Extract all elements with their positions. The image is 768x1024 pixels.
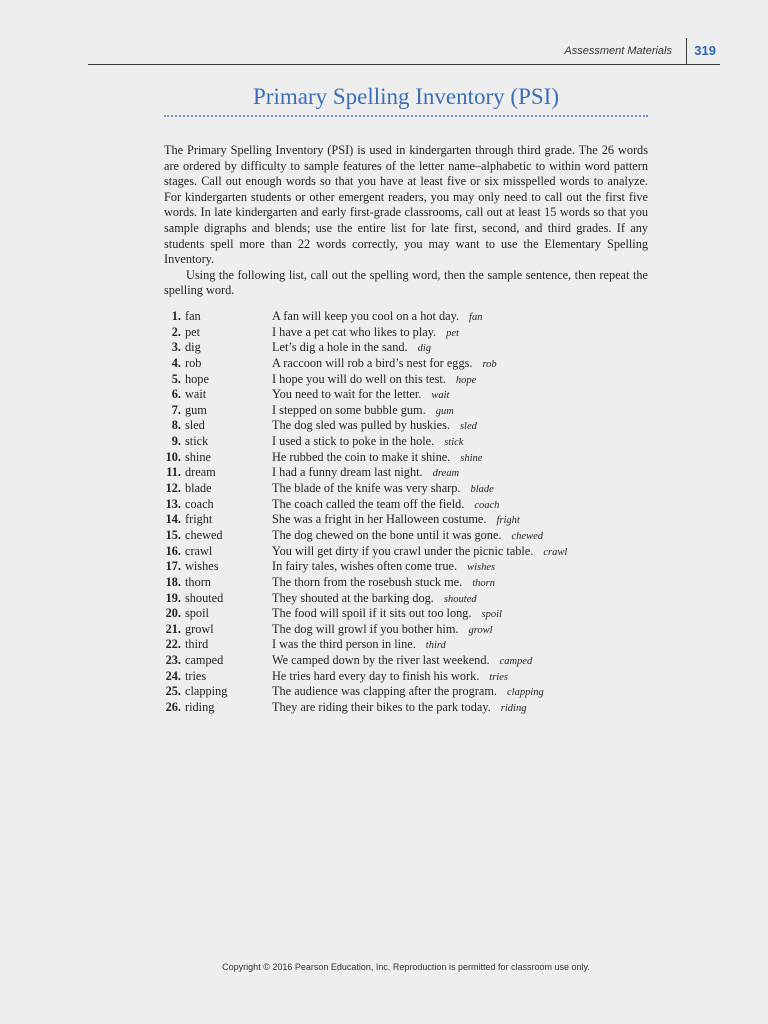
sample-sentence: A raccoon will rob a bird’s nest for eggs. (272, 355, 473, 370)
sample-sentence: You need to wait for the letter. (272, 387, 422, 402)
word-row (164, 309, 648, 325)
word-number: 26. (165, 700, 181, 715)
word-number: 10. (165, 449, 181, 464)
repeat-word: fan (469, 312, 483, 323)
sample-sentence-line (272, 528, 543, 545)
sample-sentence: In fairy tales, wishes often come true. (272, 559, 458, 574)
sample-sentence: The food will spoil if it sits out too long. (272, 606, 472, 621)
spelling-word: hope (185, 371, 209, 386)
repeat-word: growl (468, 624, 493, 636)
spelling-word: fright (185, 512, 213, 527)
sample-sentence-line (272, 669, 508, 686)
spelling-word: dig (185, 340, 201, 355)
spelling-word: wait (185, 387, 207, 402)
word-number: 16. (165, 543, 181, 558)
sample-sentence: I was the third person in line. (272, 637, 416, 652)
spelling-word: spoil (185, 606, 209, 621)
repeat-word: spoil (481, 609, 502, 621)
repeat-word: rob (482, 358, 497, 370)
repeat-word: clapping (507, 687, 544, 699)
sample-sentence-line (272, 591, 477, 608)
word-number: 4. (171, 355, 181, 370)
repeat-word: blade (470, 484, 494, 496)
repeat-word: dream (432, 468, 460, 480)
spelling-word: clapping (185, 684, 228, 699)
sample-sentence-line (272, 356, 497, 373)
sample-sentence-line (272, 575, 495, 592)
repeat-word: crawl (543, 546, 568, 558)
word-row (164, 528, 648, 544)
word-number: 25. (165, 684, 181, 699)
sample-sentence: You will get dirty if you crawl under the picnic table. (272, 543, 534, 558)
spelling-word: shine (185, 449, 211, 464)
spelling-word: crawl (185, 543, 213, 558)
sample-sentence-line (272, 434, 463, 451)
sample-sentence-line (272, 403, 454, 420)
sample-sentence-line (272, 653, 532, 670)
sample-sentence-line (272, 372, 476, 389)
word-number: 2. (171, 324, 181, 339)
spelling-word: chewed (185, 527, 223, 542)
sample-sentence: I hope you will do well on this test. (272, 371, 446, 386)
sample-sentence: A fan will keep you cool on a hot day. (272, 309, 460, 323)
word-number: 24. (165, 668, 181, 683)
word-number: 9. (171, 434, 181, 449)
sample-sentence-line (272, 418, 477, 435)
spelling-word: rob (185, 355, 202, 370)
sample-sentence: I stepped on some bubble gum. (272, 402, 426, 417)
repeat-word: thorn (472, 577, 495, 589)
repeat-word: coach (474, 499, 500, 511)
spelling-word: shouted (185, 590, 224, 605)
spelling-word: coach (185, 496, 214, 511)
sample-sentence: I had a funny dream last night. (272, 465, 423, 480)
sample-sentence: The thorn from the rosebush stuck me. (272, 574, 463, 589)
repeat-word: tries (489, 671, 508, 683)
word-number: 23. (165, 653, 181, 668)
spelling-word: stick (185, 434, 209, 449)
sample-sentence-line (272, 497, 499, 514)
repeat-word: wishes (467, 562, 496, 574)
word-number: 13. (165, 496, 181, 511)
word-row (164, 450, 648, 466)
word-row (164, 372, 648, 388)
repeat-word: shouted (443, 593, 477, 605)
sample-sentence-line (272, 684, 544, 701)
word-row (164, 559, 648, 575)
spelling-word: pet (185, 324, 201, 339)
word-row (164, 606, 648, 622)
word-row (164, 340, 648, 356)
spelling-word: tries (185, 668, 207, 683)
sample-sentence-line (272, 637, 446, 654)
header-divider (686, 38, 687, 64)
sample-sentence-line (272, 309, 482, 326)
word-row (164, 356, 648, 372)
sample-sentence-line (272, 544, 567, 561)
spelling-word: riding (185, 700, 215, 715)
repeat-word: dig (417, 343, 431, 355)
running-head (88, 38, 720, 65)
page-title: Primary Spelling Inventory (PSI) (253, 84, 559, 109)
spelling-word: thorn (185, 574, 211, 589)
word-row (164, 497, 648, 513)
word-row (164, 653, 648, 669)
word-row (164, 481, 648, 497)
spelling-word: growl (185, 621, 214, 636)
spelling-word-list (164, 309, 648, 716)
spelling-word: fan (185, 309, 201, 323)
sample-sentence: They shouted at the barking dog. (272, 590, 434, 605)
repeat-word: hope (455, 374, 477, 386)
spelling-word: dream (185, 465, 216, 480)
word-row (164, 669, 648, 685)
word-row (164, 403, 648, 419)
repeat-word: pet (446, 327, 459, 339)
sample-sentence: The dog sled was pulled by huskies. (272, 418, 450, 433)
sample-sentence-line (272, 559, 495, 576)
sample-sentence-line (272, 700, 526, 717)
sample-sentence: He rubbed the coin to make it shine. (272, 449, 451, 464)
spelling-word: camped (185, 653, 224, 668)
word-number: 8. (171, 418, 181, 433)
word-number: 22. (165, 637, 181, 652)
word-row (164, 325, 648, 341)
word-number: 21. (165, 621, 181, 636)
word-row (164, 465, 648, 481)
word-number: 19. (165, 590, 181, 605)
repeat-word: stick (444, 437, 464, 449)
word-number: 15. (165, 527, 181, 542)
word-row (164, 591, 648, 607)
repeat-word: wait (431, 390, 450, 402)
word-number: 12. (165, 481, 181, 496)
spelling-word: wishes (185, 559, 219, 574)
sample-sentence: The blade of the knife was very sharp. (272, 481, 461, 496)
sample-sentence: The audience was clapping after the program. (272, 684, 498, 699)
repeat-word: fright (496, 515, 520, 527)
word-number: 11. (166, 465, 181, 480)
spelling-word: blade (185, 481, 212, 496)
sample-sentence-line (272, 512, 520, 529)
sample-sentence: We camped down by the river last weekend. (272, 653, 490, 668)
sample-sentence-line (272, 325, 459, 342)
sample-sentence: I used a stick to poke in the hole. (272, 434, 435, 449)
repeat-word: riding (500, 703, 527, 715)
sample-sentence-line (272, 340, 431, 357)
repeat-word: sled (459, 421, 477, 433)
sample-sentence: The dog chewed on the bone until it was gone. (272, 527, 502, 542)
word-row (164, 434, 648, 450)
sample-sentence: The coach called the team off the field. (272, 496, 465, 511)
word-number: 6. (171, 387, 181, 402)
spelling-word: gum (185, 402, 207, 417)
repeat-word: camped (499, 656, 533, 668)
sample-sentence-line (272, 450, 482, 467)
repeat-word: shine (460, 452, 483, 464)
word-row (164, 684, 648, 700)
word-row (164, 575, 648, 591)
sample-sentence-line (272, 387, 449, 404)
word-number: 18. (165, 574, 181, 589)
word-row (164, 544, 648, 560)
page-number: 319 (694, 43, 716, 58)
title-dotted-rule (164, 115, 648, 117)
word-row (164, 622, 648, 638)
word-row (164, 512, 648, 528)
word-number: 20. (165, 606, 181, 621)
word-number: 17. (165, 559, 181, 574)
word-number: 1. (171, 309, 181, 323)
intro-paragraph: The Primary Spelling Inventory (PSI) is used in kindergarten through third grade. The 26 words are ordered by difficulty to sample features of the letter name–alphabetic to within word pattern stages. Call out enough words so that you have at least five or six misspelled words to analyze. For kindergarten students or other emergent readers, you may only need to call out the first five words. In late kindergarten and early first-grade classrooms, call out at least 15 words so that you sample digraphs and blends; use the entire list for late first, second, and third grades. If any students spell more than 22 words correctly, you may want to use the Elementary Spelling Inventory. (164, 143, 648, 267)
sample-sentence: I have a pet cat who likes to play. (272, 324, 437, 339)
sample-sentence: She was a fright in her Halloween costume. (272, 512, 487, 527)
spelling-word: third (185, 637, 209, 652)
sample-sentence: The dog will growl if you bother him. (272, 621, 459, 636)
sample-sentence: They are riding their bikes to the park today. (272, 700, 491, 715)
word-number: 5. (171, 371, 181, 386)
section-label: Assessment Materials (564, 45, 672, 57)
word-row (164, 637, 648, 653)
sample-sentence-line (272, 606, 502, 623)
word-number: 14. (165, 512, 181, 527)
repeat-word: gum (435, 405, 454, 417)
sample-sentence: Let’s dig a hole in the sand. (272, 340, 408, 355)
word-number: 3. (171, 340, 181, 355)
intro-text (164, 143, 648, 299)
word-row (164, 418, 648, 434)
repeat-word: third (425, 640, 446, 652)
word-row (164, 387, 648, 403)
word-row (164, 700, 648, 716)
sample-sentence-line (272, 622, 493, 639)
sample-sentence-line (272, 465, 459, 482)
sample-sentence: He tries hard every day to finish his work. (272, 668, 480, 683)
instructions-paragraph: Using the following list, call out the spelling word, then the sample sentence, then repeat the spelling word. (164, 267, 648, 298)
spelling-word: sled (185, 418, 205, 433)
copyright-footer: Copyright © 2016 Pearson Education, Inc. Reproduction is permitted for classroom use only. (222, 962, 590, 972)
repeat-word: chewed (511, 530, 543, 542)
word-number: 7. (171, 402, 181, 417)
sample-sentence-line (272, 481, 494, 498)
